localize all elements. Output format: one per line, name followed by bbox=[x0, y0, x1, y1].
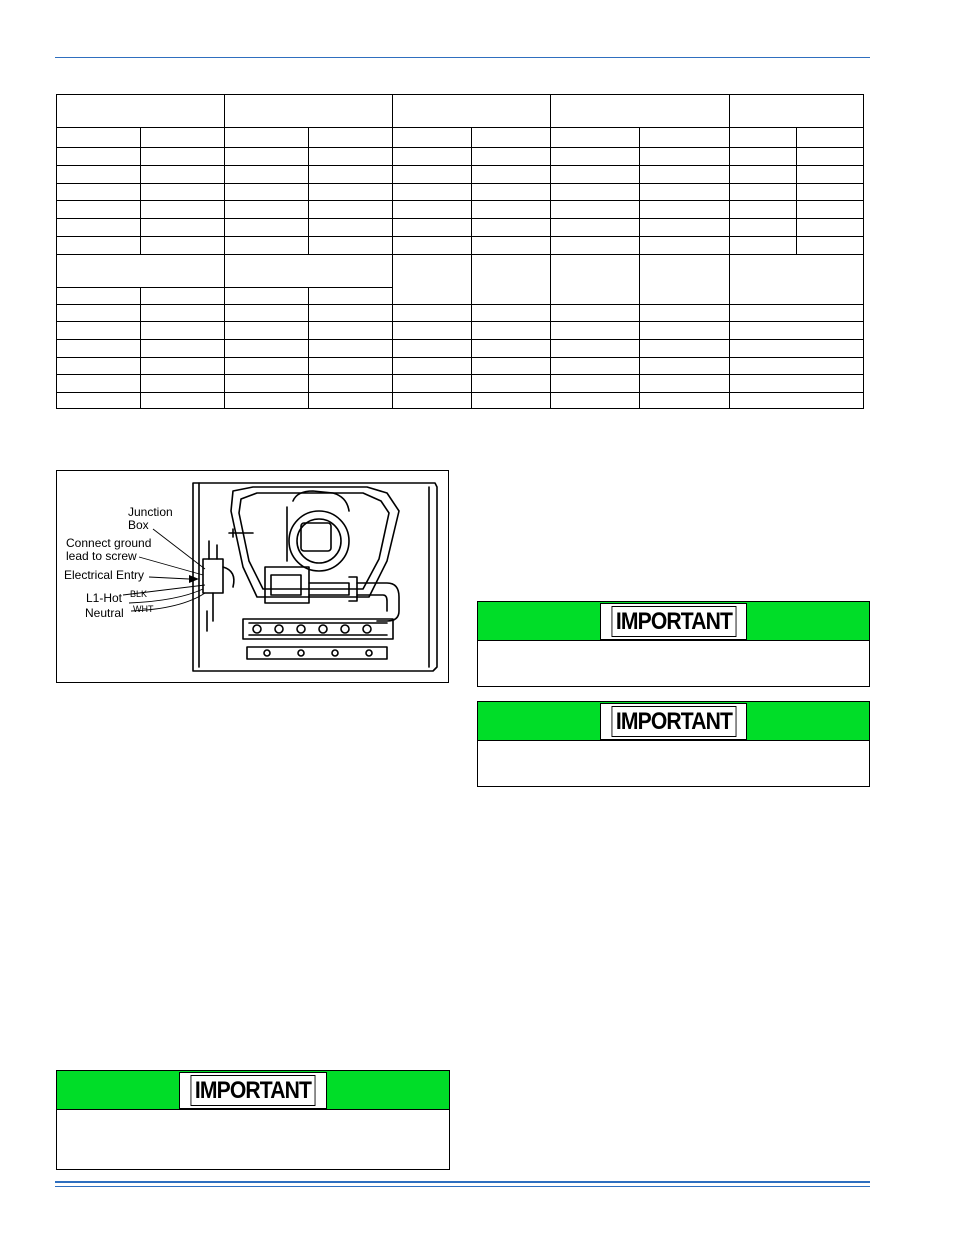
label-junction-box: Junction Box bbox=[128, 505, 173, 532]
important-label: IMPORTANT bbox=[191, 1075, 316, 1106]
header-rule bbox=[55, 57, 870, 58]
data-table bbox=[56, 94, 865, 410]
label-blk: BLK bbox=[130, 589, 148, 599]
label-wht: WHT bbox=[133, 604, 154, 614]
label-neutral: Neutral bbox=[85, 606, 124, 620]
important-label: IMPORTANT bbox=[611, 606, 736, 637]
important-label: IMPORTANT bbox=[611, 706, 736, 737]
important-notice-2 bbox=[477, 701, 870, 787]
footer-rule-thin bbox=[55, 1186, 870, 1187]
important-notice-3 bbox=[56, 1070, 450, 1170]
footer-rule bbox=[55, 1181, 870, 1183]
label-ground: Connect ground lead to screw bbox=[66, 536, 152, 563]
important-header bbox=[57, 1071, 449, 1110]
label-electrical-entry: Electrical Entry bbox=[64, 568, 145, 582]
wiring-figure bbox=[56, 470, 449, 683]
important-notice-1 bbox=[477, 601, 870, 687]
important-header bbox=[478, 702, 869, 741]
label-l1-hot: L1-Hot bbox=[86, 591, 123, 605]
important-header bbox=[478, 602, 869, 641]
